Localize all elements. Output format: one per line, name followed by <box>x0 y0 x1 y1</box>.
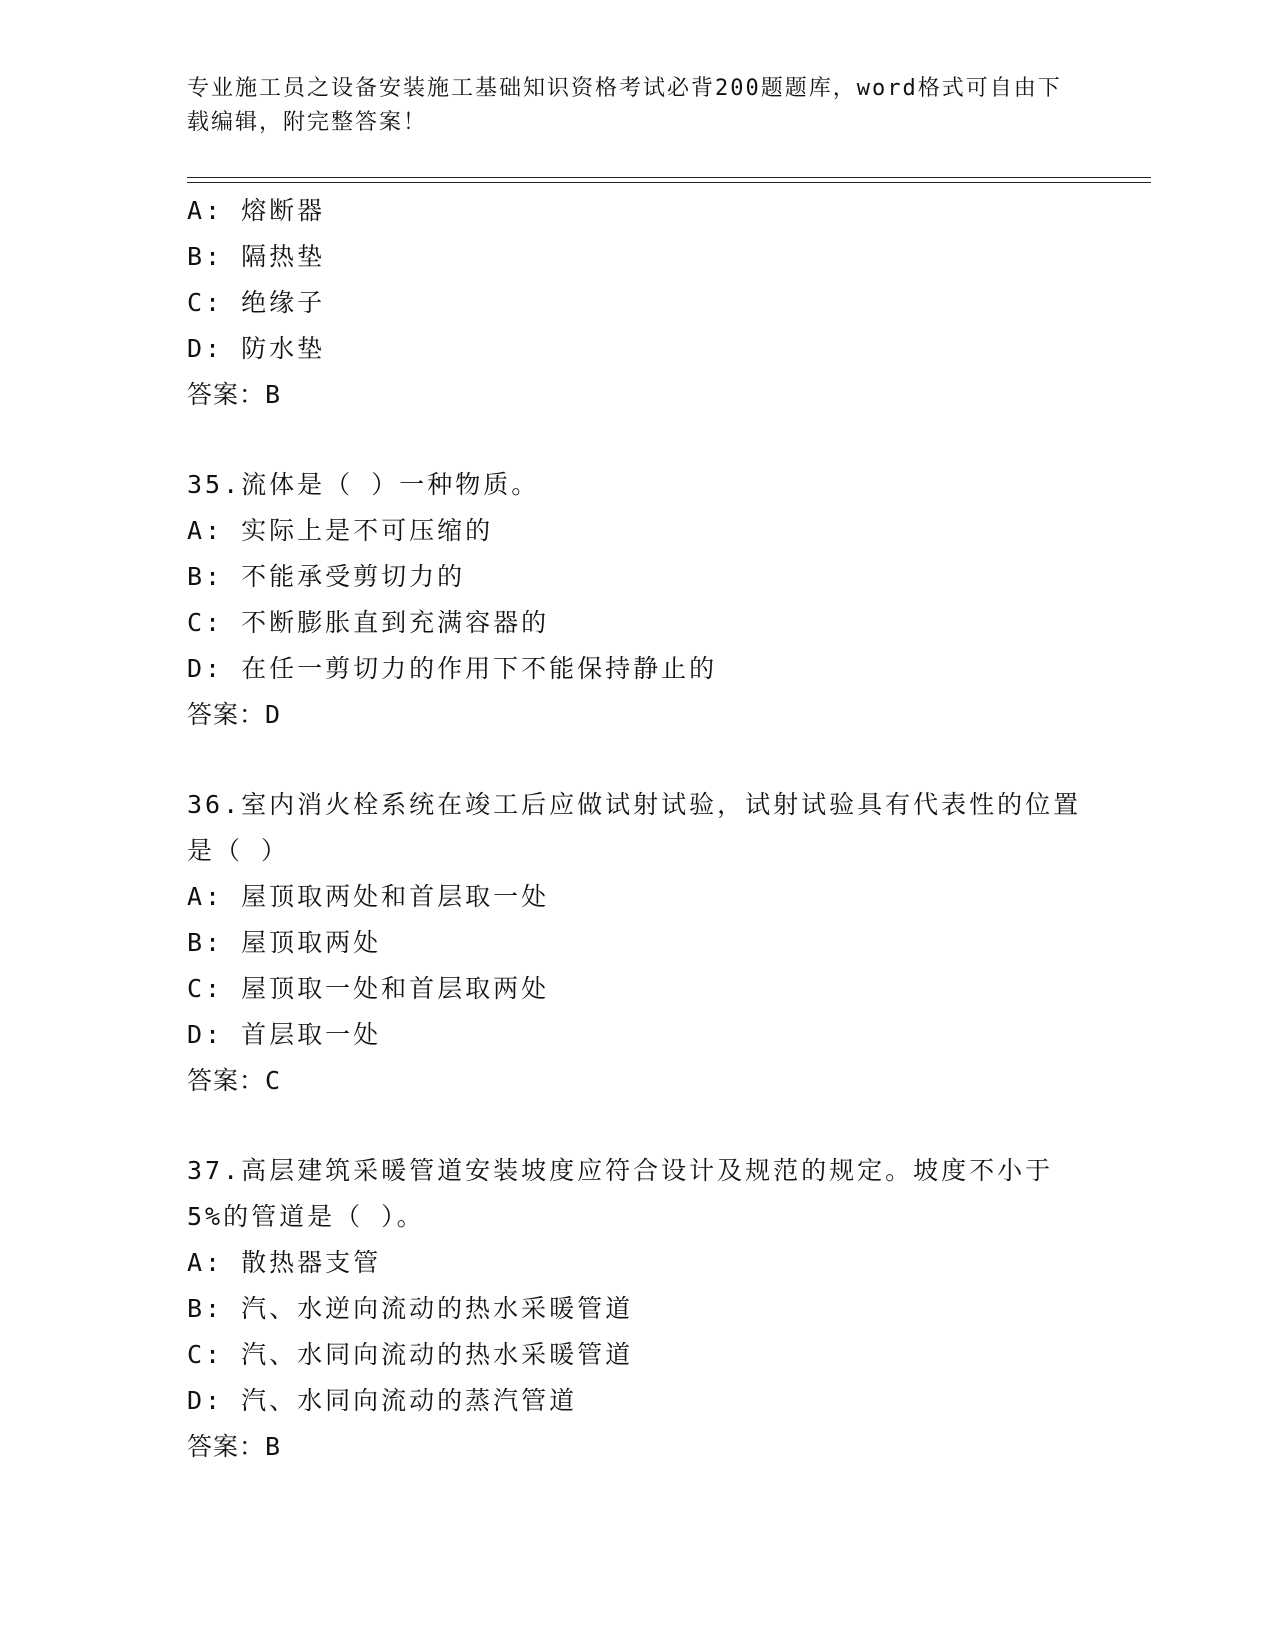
option-b: B: 不能承受剪切力的 <box>187 562 466 591</box>
option-c: C: 汽、水同向流动的热水采暖管道 <box>187 1340 634 1369</box>
option-d: D: 防水垫 <box>187 334 326 363</box>
option-b: B: 汽、水逆向流动的热水采暖管道 <box>187 1294 634 1323</box>
answer-line: 答案：B <box>187 380 282 409</box>
option-c: C: 屋顶取一处和首层取两处 <box>187 974 550 1003</box>
question-stem: 37.高层建筑采暖管道安装坡度应符合设计及规范的规定。坡度不小于5%的管道是（ ）。 <box>187 1156 1054 1231</box>
answer-line: 答案：C <box>187 1066 282 1095</box>
question-stem: 36.室内消火栓系统在竣工后应做试射试验，试射试验具有代表性的位置是（ ） <box>187 790 1082 865</box>
document-title: 专业施工员之设备安装施工基础知识资格考试必背200题题库，word格式可自由下载编辑，附完整答案！ <box>187 76 1062 135</box>
option-b: B: 隔热垫 <box>187 242 326 271</box>
option-a: A: 散热器支管 <box>187 1248 382 1277</box>
option-a: A: 熔断器 <box>187 196 326 225</box>
question-list <box>187 188 1087 1470</box>
question-block <box>187 188 1087 418</box>
option-b: B: 屋顶取两处 <box>187 928 382 957</box>
question-block <box>187 782 1087 1104</box>
header-rule-bottom <box>187 182 1151 183</box>
question-gap <box>187 738 1087 782</box>
option-c: C: 不断膨胀直到充满容器的 <box>187 608 550 637</box>
question-block <box>187 1148 1087 1470</box>
header-rule-top <box>187 177 1151 178</box>
option-d: D: 在任一剪切力的作用下不能保持静止的 <box>187 654 718 683</box>
option-d: D: 首层取一处 <box>187 1020 382 1049</box>
option-c: C: 绝缘子 <box>187 288 326 317</box>
option-d: D: 汽、水同向流动的蒸汽管道 <box>187 1386 578 1415</box>
question-gap <box>187 1104 1087 1148</box>
question-stem: 35.流体是（ ）一种物质。 <box>187 470 540 499</box>
question-block <box>187 462 1087 738</box>
answer-line: 答案：D <box>187 700 282 729</box>
option-a: A: 实际上是不可压缩的 <box>187 516 494 545</box>
answer-line: 答案：B <box>187 1432 282 1461</box>
option-a: A: 屋顶取两处和首层取一处 <box>187 882 550 911</box>
question-gap <box>187 418 1087 462</box>
